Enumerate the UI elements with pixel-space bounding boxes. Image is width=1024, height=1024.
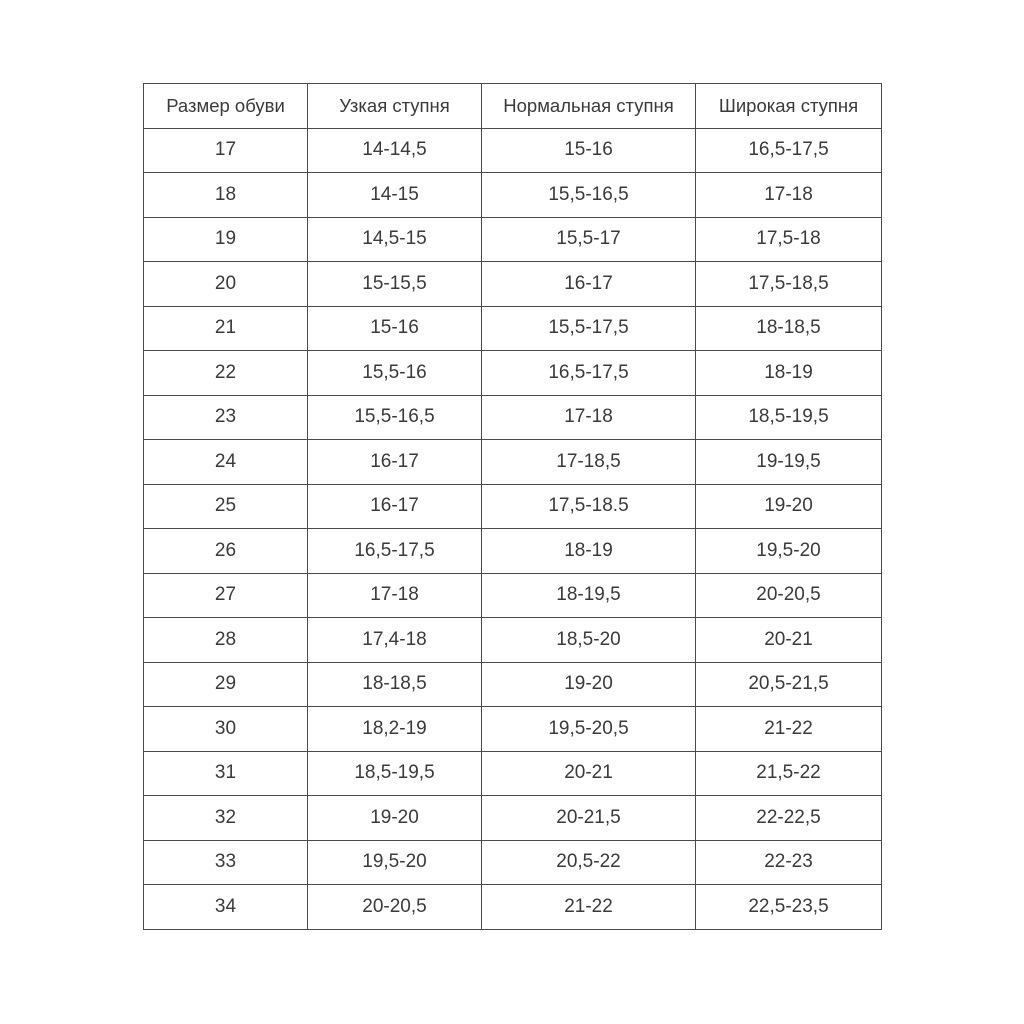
normal-foot-cell: 17-18,5 [482, 440, 696, 485]
shoe-size-cell: 31 [144, 751, 308, 796]
shoe-size-cell: 32 [144, 796, 308, 841]
narrow-foot-cell: 17,4-18 [308, 618, 482, 663]
normal-foot-cell: 15,5-16,5 [482, 173, 696, 218]
shoe-size-cell: 19 [144, 217, 308, 262]
shoe-size-cell: 33 [144, 840, 308, 885]
normal-foot-cell: 19-20 [482, 662, 696, 707]
normal-foot-cell: 16-17 [482, 262, 696, 307]
table-row [144, 751, 882, 796]
shoe-size-cell: 29 [144, 662, 308, 707]
wide-foot-cell: 19-19,5 [696, 440, 882, 485]
wide-foot-cell: 19-20 [696, 484, 882, 529]
shoe-size-cell: 23 [144, 395, 308, 440]
wide-foot-cell: 20-21 [696, 618, 882, 663]
table-row [144, 262, 882, 307]
shoe-size-cell: 26 [144, 529, 308, 574]
table-row [144, 173, 882, 218]
header-narrow-foot: Узкая ступня [308, 84, 482, 129]
table-row [144, 351, 882, 396]
table-row [144, 707, 882, 752]
table-body [144, 128, 882, 929]
header-row [144, 84, 882, 129]
narrow-foot-cell: 19,5-20 [308, 840, 482, 885]
narrow-foot-cell: 20-20,5 [308, 885, 482, 930]
normal-foot-cell: 18,5-20 [482, 618, 696, 663]
shoe-size-cell: 22 [144, 351, 308, 396]
header-shoe-size: Размер обуви [144, 84, 308, 129]
table-row [144, 796, 882, 841]
wide-foot-cell: 21-22 [696, 707, 882, 752]
narrow-foot-cell: 14,5-15 [308, 217, 482, 262]
normal-foot-cell: 17-18 [482, 395, 696, 440]
table-row [144, 618, 882, 663]
wide-foot-cell: 17-18 [696, 173, 882, 218]
table-row [144, 217, 882, 262]
shoe-size-cell: 34 [144, 885, 308, 930]
shoe-size-cell: 30 [144, 707, 308, 752]
narrow-foot-cell: 14-15 [308, 173, 482, 218]
narrow-foot-cell: 18,5-19,5 [308, 751, 482, 796]
wide-foot-cell: 22-22,5 [696, 796, 882, 841]
table-row [144, 395, 882, 440]
narrow-foot-cell: 14-14,5 [308, 128, 482, 173]
normal-foot-cell: 19,5-20,5 [482, 707, 696, 752]
shoe-size-cell: 28 [144, 618, 308, 663]
wide-foot-cell: 19,5-20 [696, 529, 882, 574]
narrow-foot-cell: 16-17 [308, 440, 482, 485]
normal-foot-cell: 16,5-17,5 [482, 351, 696, 396]
shoe-size-cell: 18 [144, 173, 308, 218]
narrow-foot-cell: 15-16 [308, 306, 482, 351]
normal-foot-cell: 18-19 [482, 529, 696, 574]
narrow-foot-cell: 15,5-16 [308, 351, 482, 396]
table-row [144, 306, 882, 351]
table-row [144, 662, 882, 707]
wide-foot-cell: 22-23 [696, 840, 882, 885]
shoe-size-cell: 25 [144, 484, 308, 529]
narrow-foot-cell: 16-17 [308, 484, 482, 529]
shoe-size-cell: 27 [144, 573, 308, 618]
normal-foot-cell: 18-19,5 [482, 573, 696, 618]
shoe-size-cell: 24 [144, 440, 308, 485]
normal-foot-cell: 15-16 [482, 128, 696, 173]
narrow-foot-cell: 19-20 [308, 796, 482, 841]
normal-foot-cell: 15,5-17,5 [482, 306, 696, 351]
header-wide-foot: Широкая ступня [696, 84, 882, 129]
narrow-foot-cell: 18-18,5 [308, 662, 482, 707]
wide-foot-cell: 20,5-21,5 [696, 662, 882, 707]
table-row [144, 885, 882, 930]
table-row [144, 840, 882, 885]
narrow-foot-cell: 17-18 [308, 573, 482, 618]
normal-foot-cell: 20-21 [482, 751, 696, 796]
narrow-foot-cell: 16,5-17,5 [308, 529, 482, 574]
normal-foot-cell: 21-22 [482, 885, 696, 930]
wide-foot-cell: 21,5-22 [696, 751, 882, 796]
header-normal-foot: Нормальная ступня [482, 84, 696, 129]
wide-foot-cell: 17,5-18,5 [696, 262, 882, 307]
table-row [144, 128, 882, 173]
shoe-size-cell: 21 [144, 306, 308, 351]
wide-foot-cell: 18,5-19,5 [696, 395, 882, 440]
shoe-size-table [143, 83, 882, 930]
table-row [144, 440, 882, 485]
normal-foot-cell: 15,5-17 [482, 217, 696, 262]
table-row [144, 484, 882, 529]
table-row [144, 573, 882, 618]
wide-foot-cell: 22,5-23,5 [696, 885, 882, 930]
wide-foot-cell: 20-20,5 [696, 573, 882, 618]
normal-foot-cell: 17,5-18.5 [482, 484, 696, 529]
wide-foot-cell: 16,5-17,5 [696, 128, 882, 173]
wide-foot-cell: 17,5-18 [696, 217, 882, 262]
normal-foot-cell: 20-21,5 [482, 796, 696, 841]
narrow-foot-cell: 15,5-16,5 [308, 395, 482, 440]
normal-foot-cell: 20,5-22 [482, 840, 696, 885]
shoe-size-cell: 17 [144, 128, 308, 173]
shoe-size-cell: 20 [144, 262, 308, 307]
table-header [144, 84, 882, 129]
table-row [144, 529, 882, 574]
narrow-foot-cell: 15-15,5 [308, 262, 482, 307]
narrow-foot-cell: 18,2-19 [308, 707, 482, 752]
wide-foot-cell: 18-19 [696, 351, 882, 396]
wide-foot-cell: 18-18,5 [696, 306, 882, 351]
